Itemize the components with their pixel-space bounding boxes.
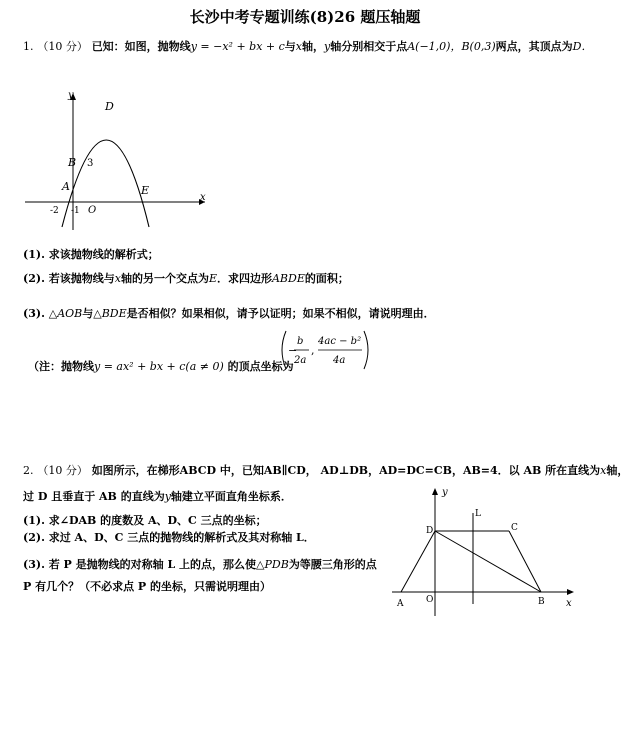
q2-line2-a: 过 D 且垂直于 AB 的直线为	[23, 490, 165, 503]
q2-part3-b: 为等腰三角形的点	[288, 558, 377, 571]
q2-label-c: C	[511, 523, 518, 533]
q1-label-e: E	[141, 184, 150, 197]
q1-frac2-num: 4ac − b²	[318, 336, 362, 347]
q2-segment-ad	[401, 531, 435, 592]
q1-right-paren	[364, 331, 368, 369]
q1-part2	[23, 270, 349, 286]
q1-vertex-formula	[278, 328, 373, 372]
q1-part3	[23, 305, 435, 321]
q1-label-3: 3	[87, 158, 94, 169]
q1-note-a: （注：抛物线	[28, 360, 94, 373]
q1-note	[28, 358, 294, 374]
q2-statement-line2	[23, 488, 292, 504]
q2-part3-a: (3). 若 P 是抛物线的对称轴 L 上的点，那么使	[23, 558, 257, 571]
q1-part2-a: (2). 若该抛物线与	[23, 272, 115, 285]
q1-label-b: B	[68, 156, 77, 169]
q1-tick-minus1: -1	[71, 206, 80, 216]
q1-statement	[23, 38, 592, 54]
q1-point-a: A(−1,0)，	[407, 40, 462, 53]
q1-frac1-den: 2a	[294, 355, 307, 366]
q1-note-b: 的顶点坐标为	[227, 360, 294, 373]
q1-part2-shape: ABDE	[271, 272, 305, 285]
q1-label-o: O	[88, 205, 97, 216]
q1-with: 与	[284, 40, 296, 53]
q1-x-var: x	[295, 40, 302, 53]
q1-figure	[20, 85, 220, 235]
q2-y-arrow-icon	[432, 488, 438, 495]
q1-score: （10 分）	[37, 40, 88, 53]
q1-tick-minus2: -2	[50, 206, 59, 216]
q2-line1-x: x	[600, 464, 607, 477]
q1-part3-tri1: △AOB	[48, 307, 83, 320]
q1-part2-d: 的面积；	[304, 272, 349, 285]
q1-label-y: y	[68, 90, 74, 101]
q2-line1: 如图所示，在梯形ABCD 中，已知AB∥CD， AD⊥DB，AD=DC=CB，AB=4．以 AB 所在直线为	[91, 464, 601, 477]
q1-axis1: 轴，	[302, 40, 324, 53]
q1-part3-tri2: △BDE	[93, 307, 127, 320]
q2-part1: (1). 求∠DAB 的度数及 A、D、C 三点的坐标；	[23, 514, 267, 527]
q1-y-var: y	[324, 40, 331, 53]
q1-part3-a: (3).	[23, 307, 45, 320]
q2-label-a: A	[397, 599, 404, 609]
q1-number: 1.	[23, 40, 34, 53]
q1-point-b: B(0,3)	[461, 40, 496, 53]
q2-line1-end: 轴，	[606, 464, 628, 477]
q2-part3-line1	[23, 556, 377, 572]
q2-part3-line2: P 有几个？（不必求点 P 的坐标，只需说明理由）	[23, 580, 272, 593]
q2-number: 2.	[23, 464, 34, 477]
q1-part3-b: 与	[82, 307, 94, 320]
q1-label-x: x	[200, 192, 206, 203]
q2-label-l: L	[475, 509, 481, 519]
q1-two-points: 两点，其顶点为	[495, 40, 573, 53]
q1-note-formula: y = ax² + bx + c(a ≠ 0)	[94, 360, 224, 373]
q1-axis2: 轴分别相交于点	[330, 40, 408, 53]
q2-label-b: B	[538, 597, 545, 607]
q1-part2-x: x	[114, 272, 121, 285]
q1-label-a: A	[62, 180, 70, 193]
q2-line2-y: y	[164, 490, 171, 503]
q2-part2: (2). 求过 A、D、C 三点的抛物线的解析式及其对称轴 L．	[23, 531, 315, 544]
q1-formula: y = −x² + bx + c	[190, 40, 285, 53]
q1-minus-sign: −	[288, 344, 298, 357]
q1-left-paren	[282, 331, 286, 369]
q1-part2-c: ．求四边形	[216, 272, 272, 285]
q1-intro: 已知：如图，抛物线	[91, 40, 191, 53]
q1-part1: (1). 求该抛物线的解析式；	[23, 248, 159, 261]
q2-statement-line1	[23, 462, 628, 478]
q2-x-arrow-icon	[567, 589, 574, 595]
q2-label-y: y	[442, 487, 448, 498]
q2-label-d: D	[426, 526, 434, 536]
q1-comma: ,	[311, 344, 315, 357]
q1-part2-b: 轴的另一个交点为	[120, 272, 209, 285]
q1-part2-e: E	[208, 272, 217, 285]
page-title: 长沙中考专题训练(8)26 题压轴题	[189, 8, 421, 26]
q2-line2-b: 轴建立平面直角坐标系．	[170, 490, 292, 503]
q2-score: （10 分）	[37, 464, 88, 477]
q2-label-o: O	[426, 595, 434, 605]
q2-part3-tri: △PDB	[256, 558, 289, 571]
q1-vertex: D．	[572, 40, 593, 53]
q2-label-x: x	[566, 598, 572, 609]
q1-frac1-num: b	[297, 336, 304, 347]
q2-figure	[390, 483, 590, 618]
q1-frac2-den: 4a	[333, 355, 346, 366]
q1-label-d: D	[105, 100, 114, 113]
q1-part3-c: 是否相似？如果相似，请予以证明；如果不相似，请说明理由．	[126, 307, 435, 320]
